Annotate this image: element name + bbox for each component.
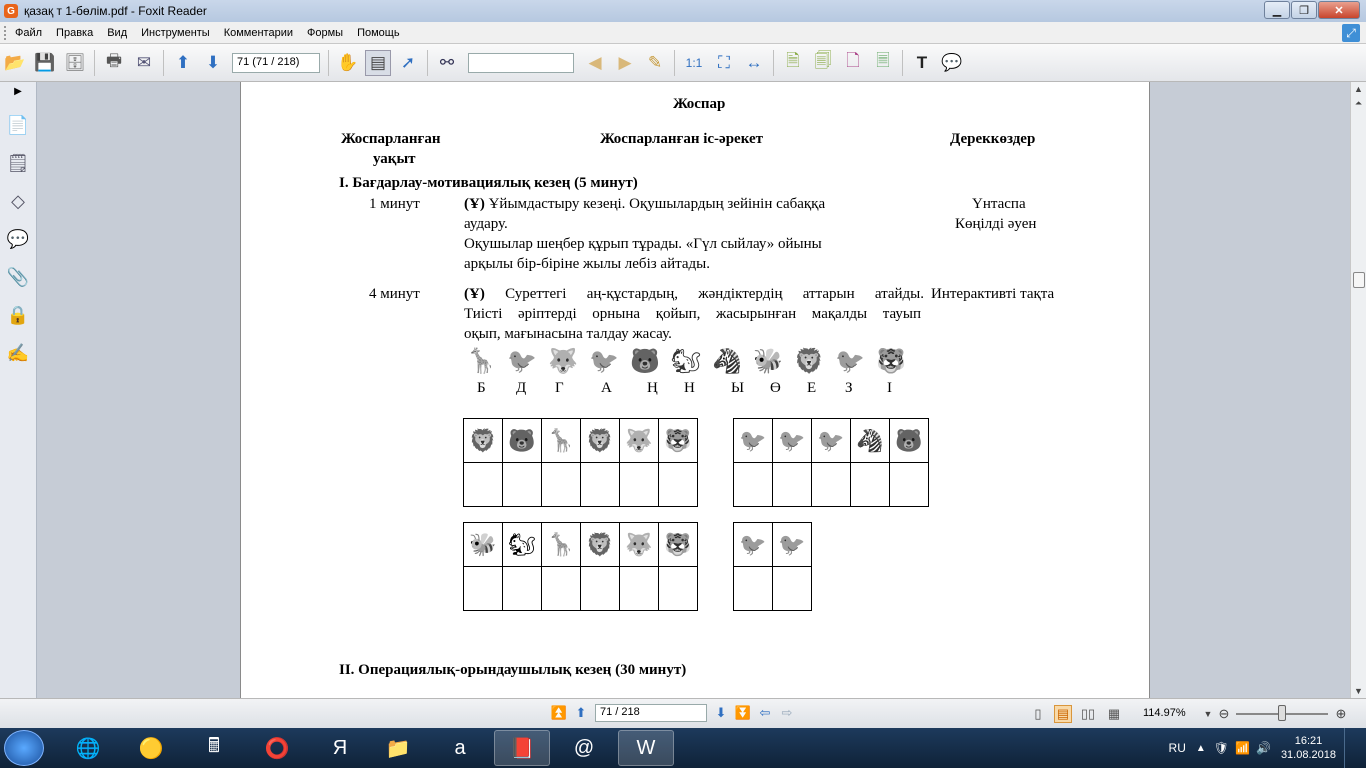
row1-text-c: Оқушылар шеңбер құрып тұрады. «Гүл сыйлау» ойыны: [464, 236, 822, 252]
vertical-scrollbar[interactable]: [1350, 82, 1366, 698]
giraffe-icon: 🦒: [542, 523, 581, 567]
file-explorer-icon[interactable]: 📁: [385, 737, 411, 760]
avast-icon[interactable]: a: [454, 736, 466, 759]
answer-cell[interactable]: [659, 463, 698, 507]
close-button[interactable]: ✕: [1318, 1, 1360, 19]
tiger-icon: 🐯: [659, 523, 698, 567]
answer-cell[interactable]: [734, 567, 773, 611]
row1-tag: (Ұ): [464, 196, 485, 212]
windows-taskbar: [0, 728, 1366, 768]
go-forward-icon[interactable]: ⇨: [781, 705, 793, 720]
pdf-page: [240, 82, 1150, 698]
letter-n: Н: [684, 380, 695, 396]
tiger-icon: 🐯: [876, 348, 906, 375]
letter-o: Ө: [770, 380, 781, 396]
lion-icon: 🦁: [581, 419, 620, 463]
header-planned-time-2: уақыт: [373, 151, 416, 167]
letter-z: З: [845, 380, 853, 396]
zoom-level[interactable]: 114.97%: [1143, 707, 1186, 719]
volume-icon[interactable]: 🔊: [1255, 741, 1271, 755]
tray-app-icon[interactable]: 🛡: [1213, 741, 1230, 755]
plan-heading: Жоспар: [673, 96, 726, 112]
answer-cell[interactable]: [812, 463, 851, 507]
row1-source-2: Көңілді әуен: [955, 216, 1037, 232]
squirrel-icon: 🐿: [670, 348, 702, 375]
status-page-input[interactable]: 71 / 218: [595, 704, 707, 722]
zoom-in-icon[interactable]: ⊕: [1335, 706, 1347, 721]
clock-date: 31.08.2018: [1280, 749, 1336, 761]
letter-y: Ы: [731, 380, 745, 396]
scroll-up-icon[interactable]: ▲: [1354, 84, 1363, 94]
select-text-icon[interactable]: ▤: [365, 50, 391, 76]
typewriter-icon[interactable]: T: [916, 52, 928, 72]
last-page-icon[interactable]: ⏬: [734, 705, 752, 720]
row1-text-d: арқылы бір-біріне жылы лебіз айтады.: [464, 256, 710, 272]
scrollbar-thumb[interactable]: [1353, 272, 1365, 288]
answer-cell[interactable]: [620, 463, 659, 507]
answer-cell[interactable]: [773, 463, 812, 507]
show-desktop-button[interactable]: [1344, 728, 1356, 768]
rook-icon: 🐦: [773, 523, 812, 567]
answer-cell[interactable]: [464, 463, 503, 507]
bookmarks-panel-icon[interactable]: 🗒: [6, 152, 30, 173]
answer-cell[interactable]: [581, 567, 620, 611]
puzzle-grid-3: [463, 522, 698, 611]
menu-tools[interactable]: Инструменты: [141, 26, 210, 39]
zebra-icon: 🦓: [712, 348, 742, 375]
crow-icon: 🐦: [589, 348, 619, 375]
letter-d: Д: [516, 380, 527, 396]
continuous-facing-icon[interactable]: ▦: [1107, 706, 1121, 721]
clock[interactable]: [1281, 734, 1336, 762]
answer-cell[interactable]: [659, 567, 698, 611]
actual-size-icon[interactable]: 1:1: [685, 55, 703, 70]
squirrel-icon: 🐿: [503, 523, 542, 567]
answer-cell[interactable]: [734, 463, 773, 507]
calculator-app-icon[interactable]: 🖩: [208, 735, 220, 757]
rook-icon: 🐦: [835, 348, 865, 375]
row1-text-b: аудару.: [464, 216, 508, 232]
crow-icon: 🐦: [734, 419, 773, 463]
document-view[interactable]: [37, 82, 1350, 698]
row1-time: 1 минут: [369, 196, 420, 212]
animal-pictures-row: [463, 344, 914, 378]
menu-bar: [0, 22, 1366, 44]
expand-panel-icon[interactable]: ▶: [14, 86, 22, 97]
puzzle-grid-4: [733, 522, 812, 611]
toolbar-separator: [328, 50, 329, 76]
next-page-icon[interactable]: ⬇: [715, 705, 727, 720]
menu-file[interactable]: Файл: [15, 26, 43, 39]
continuous-page-icon[interactable]: ▤: [1054, 705, 1072, 723]
bee-icon: 🐝: [753, 348, 783, 375]
header-planned-time: Жоспарланған: [341, 131, 441, 147]
find-previous-icon[interactable]: ◀: [588, 52, 602, 72]
single-page-icon[interactable]: ▯: [1034, 706, 1042, 721]
row2-tag: (Ұ): [464, 286, 485, 302]
select-arrow-icon[interactable]: ➚: [400, 52, 416, 72]
answer-cell[interactable]: [581, 463, 620, 507]
toolbar-separator: [163, 50, 164, 76]
toolbar-separator: [902, 50, 903, 76]
export-pdf-icon[interactable]: 🗏: [876, 51, 890, 70]
header-sources: Дереккөздер: [950, 131, 1036, 147]
row2-text-a: Суреттегі аң-құстардың, жәндіктердің аттарын атайды.: [505, 286, 924, 302]
convert-pdf-icon[interactable]: 🗐: [814, 51, 832, 70]
mail-agent-icon[interactable]: @: [573, 736, 595, 759]
stage-1-heading: I. Бағдарлау-мотивациялық кезең (5 минут): [339, 175, 638, 191]
yandex-icon[interactable]: Я: [332, 736, 348, 759]
previous-page-icon[interactable]: ⬆: [175, 52, 191, 72]
bee-icon: 🐝: [464, 523, 503, 567]
lion-icon: 🦁: [581, 523, 620, 567]
hand-tool-icon[interactable]: ✋: [337, 52, 359, 72]
row2-text-c: оқып, мағынасына талдау жасау.: [464, 326, 672, 342]
answer-cell[interactable]: [620, 567, 659, 611]
scroll-top-icon[interactable]: ⏶: [1354, 98, 1363, 108]
system-tray: [1169, 728, 1356, 768]
facing-page-icon[interactable]: ▯▯: [1080, 706, 1096, 721]
giraffe-icon: 🦒: [542, 419, 581, 463]
first-page-icon[interactable]: ⏫: [550, 705, 568, 720]
save-all-icon[interactable]: 🗄: [64, 52, 86, 72]
header-planned-activity: Жоспарланған іс-әрекет: [600, 131, 764, 147]
email-icon[interactable]: ✉: [136, 52, 152, 72]
wolf-icon: 🐺: [620, 419, 659, 463]
toolbar: [0, 44, 1366, 82]
letter-g: Г: [555, 380, 564, 396]
toolbar-separator: [773, 50, 774, 76]
menu-comments[interactable]: Комментарии: [223, 26, 294, 39]
save-icon[interactable]: 💾: [34, 52, 56, 72]
row1-source-1: Үнтаспа: [972, 196, 1026, 212]
letter-b: Б: [477, 380, 486, 396]
title-bar: [0, 0, 1366, 22]
bear-icon: 🐻: [890, 419, 929, 463]
row2-text-b: Тиісті әріптерді орнына қойып, жасырынған мақалды тауып: [464, 306, 921, 322]
navigation-sidebar: [0, 82, 37, 698]
rook-icon: 🐦: [773, 419, 812, 463]
minimize-button[interactable]: ▁: [1264, 1, 1290, 19]
answer-cell[interactable]: [890, 463, 929, 507]
zoom-out-icon[interactable]: ⊖: [1218, 706, 1230, 721]
letter-ng: Ң: [647, 380, 658, 396]
foxit-app-icon[interactable]: G: [4, 4, 18, 18]
toolbar-separator: [94, 50, 95, 76]
comments-panel-icon[interactable]: 💬: [6, 228, 30, 249]
wolf-icon: 🐺: [620, 523, 659, 567]
note-comment-icon[interactable]: 💬: [941, 52, 963, 72]
attachments-panel-icon[interactable]: 📎: [6, 266, 30, 287]
lion-icon: 🦁: [464, 419, 503, 463]
tiger-icon: 🐯: [659, 419, 698, 463]
fit-page-icon[interactable]: ⛶: [718, 52, 730, 72]
bear-icon: 🐻: [503, 419, 542, 463]
puzzle-grid-1: [463, 418, 698, 507]
yandex-browser-icon[interactable]: 🟡: [138, 737, 164, 760]
search-options-icon[interactable]: ✎: [647, 52, 663, 72]
stage-2-heading: II. Операциялық-орындаушылық кезең (30 минут): [339, 662, 687, 678]
status-bar: [0, 698, 1366, 728]
security-lock-icon[interactable]: 🔒: [6, 304, 30, 325]
answer-cell[interactable]: [503, 463, 542, 507]
lion-icon: 🦁: [794, 348, 824, 375]
answer-cell[interactable]: [542, 463, 581, 507]
layers-panel-icon[interactable]: ◇: [11, 190, 25, 211]
crow-icon: 🐦: [734, 523, 773, 567]
word-taskbar-icon[interactable]: W: [618, 730, 674, 766]
menu-edit[interactable]: Правка: [56, 26, 94, 39]
start-button[interactable]: [4, 730, 44, 766]
network-icon[interactable]: 📶: [1235, 741, 1250, 755]
sparrow-icon: 🐦: [507, 348, 537, 375]
foxit-reader-taskbar-icon[interactable]: 📕: [494, 730, 550, 766]
answer-cell[interactable]: [542, 567, 581, 611]
giraffe-icon: 🦒: [466, 348, 496, 375]
search-input[interactable]: [468, 53, 574, 73]
letter-e: Е: [807, 380, 817, 396]
wolf-icon: 🐺: [548, 348, 578, 375]
create-pdf-icon[interactable]: 🗎: [786, 51, 800, 70]
answer-cell[interactable]: [464, 567, 503, 611]
menu-view[interactable]: Вид: [107, 26, 128, 39]
language-indicator[interactable]: RU: [1168, 741, 1186, 755]
row1-text-a: Ұйымдастыру кезеңі. Оқушылардың зейінін сабаққа: [488, 196, 826, 212]
window-title: қазақ т 1-бөлім.pdf - Foxit Reader: [24, 4, 207, 18]
toolbar-separator: [427, 50, 428, 76]
opera-icon[interactable]: ⭕: [264, 737, 290, 760]
sparrow-icon: 🐦: [812, 419, 851, 463]
toolbar-separator: [674, 50, 675, 76]
signature-panel-icon[interactable]: ✍: [6, 342, 30, 363]
pages-panel-icon[interactable]: 📄: [6, 114, 30, 135]
answer-cell[interactable]: [851, 463, 890, 507]
find-next-icon[interactable]: ▶: [618, 52, 632, 72]
menu-help[interactable]: Помощь: [357, 26, 400, 39]
page-number-input[interactable]: 71 (71 / 218): [232, 53, 320, 73]
next-page-icon[interactable]: ⬇: [205, 52, 221, 72]
prev-page-icon[interactable]: ⬆: [575, 705, 587, 720]
zebra-icon: 🦓: [851, 419, 890, 463]
row2-time: 4 минут: [369, 286, 420, 302]
clock-time: 16:21: [1294, 735, 1323, 747]
chrome-icon[interactable]: 🌐: [75, 737, 101, 760]
fullscreen-icon[interactable]: ⤢: [1342, 24, 1360, 42]
letter-a: А: [601, 380, 612, 396]
zoom-dropdown-icon[interactable]: ▼: [1203, 709, 1213, 719]
maximize-button[interactable]: ❐: [1291, 1, 1317, 19]
fit-width-icon[interactable]: ↔: [745, 52, 763, 72]
go-back-icon[interactable]: ⇦: [759, 705, 771, 720]
print-icon[interactable]: 🖶: [105, 51, 123, 70]
zoom-slider-thumb[interactable]: [1278, 705, 1286, 721]
show-hidden-icons-icon[interactable]: ▲: [1195, 742, 1206, 754]
answer-cell[interactable]: [773, 567, 812, 611]
menu-forms[interactable]: Формы: [307, 26, 344, 39]
answer-cell[interactable]: [503, 567, 542, 611]
row2-source: Интерактивті тақта: [931, 286, 1055, 302]
open-folder-icon[interactable]: 📂: [4, 52, 26, 72]
letter-i: І: [887, 380, 892, 396]
bear-icon: 🐻: [630, 348, 660, 375]
puzzle-grid-2: [733, 418, 929, 507]
scroll-down-icon[interactable]: ▼: [1354, 686, 1363, 696]
pdf-options-icon[interactable]: 🗋: [846, 51, 860, 70]
find-binoculars-icon[interactable]: ⚯: [439, 52, 455, 72]
